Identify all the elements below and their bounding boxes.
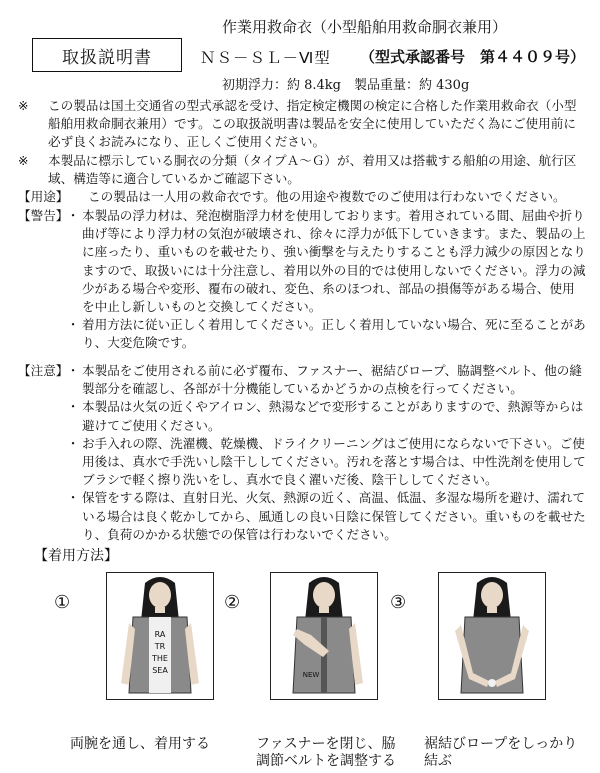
warning-item: 本製品の浮力材は、発泡樹脂浮力材を使用しております。着用されている間、屈曲や折り曲げ等により浮力材の気泡が破壊され、徐々に浮力が低下していきます。また、製品の上に座ったり、重いものを載せたり、強い衝撃を与えたりすることも浮力減少の原因となりますので、取扱いには十分注意し、着用以外の目的では使用しないでください。浮力の減少がある場合や変形、覆布の破れ、変色、糸のほつれ、部品の損傷等がある場合、使用を中止し新しいものと交換してください。 xyxy=(82,208,586,315)
warning-item: 着用方法に従い正しく着用してください。正しく着用していない場合、死に至ることがあり、大変危険です。 xyxy=(82,317,586,351)
person-vest-illustration xyxy=(271,573,377,699)
model-name: ＮＳ－ＳＬ－Ⅵ型 xyxy=(200,49,331,67)
vest-print-text: RA xyxy=(154,630,166,639)
note-text: この製品は国土交通省の型式承認を受け、指定検定機関の検定に合格した作業用救命衣（小型船舶用救命胴衣兼用）です。この取扱説明書は製品を安全に使用していただく為にご使用前に必ず良くお読みになり、正しくご使用ください。 xyxy=(48,98,577,150)
approval-number: （型式承認番号 第４４０９号） xyxy=(360,48,586,66)
note-item xyxy=(18,152,586,188)
person-vest-illustration xyxy=(107,573,213,699)
step-number: ② xyxy=(224,592,241,613)
step-3-photo xyxy=(438,572,546,700)
document-label: 取扱説明書 xyxy=(32,38,182,72)
step-number: ③ xyxy=(390,592,407,613)
caution-label: 【注意】 xyxy=(18,363,69,378)
caution-item: お手入れの際、洗濯機、乾燥機、ドライクリーニングはご使用にならないで下さい。ご使用後は、真水で手洗いし陰干ししてください。汚れを落とす場合は、中性洗剤を使用してブラシで軽く擦り洗いをし、真水で良く濯いだ後、陰干ししてください。 xyxy=(82,435,586,488)
vest-print-text: TR xyxy=(154,642,166,651)
bullet: ・ xyxy=(66,399,80,415)
caution-item: 保管をする際は、直射日光、火気、熱源の近く、高温、低温、多湿な場所を避け、濡れている場合は良く乾かしてから、風通しの良い日陰に保管してください。重いものを載せたり、負荷のかかる状態での保管は行わないでください。 xyxy=(82,490,586,542)
specs-line: 初期浮力：約 8.4kg 製品重量：約 430g xyxy=(222,78,470,93)
step-number: ① xyxy=(54,592,71,613)
note-mark: ※ xyxy=(18,98,29,113)
warning-label: 【警告】 xyxy=(18,208,69,223)
bullet: ・ xyxy=(66,435,80,451)
caution-section xyxy=(18,362,586,544)
step-caption: 裾結びロープをしっかり結ぶ xyxy=(424,736,578,769)
step-caption: 両腕を通し、着用する xyxy=(70,736,210,752)
caution-item: 本製品をご使用される前に必ず覆布、ファスナー、裾結びロープ、脇調整ベルト、他の縫製部分を確認し、各部が十分機能しているかどうかの点検を行ってください。 xyxy=(82,363,582,397)
bullet: ・ xyxy=(66,363,80,378)
note-item xyxy=(18,97,586,152)
caution-item: 本製品は火気の近くやアイロン、熱湯などで変形することがありますので、熱源等からは避けてご使用ください。 xyxy=(82,399,584,433)
product-line-title: 作業用救命衣（小型船舶用救命胴衣兼用） xyxy=(222,18,508,36)
step-caption: ファスナーを閉じ、脇調節ベルトを調整する xyxy=(256,736,396,769)
warning-section xyxy=(18,207,586,353)
vest-print-text: THE xyxy=(152,654,168,663)
usage-section xyxy=(18,188,586,206)
vest-print-text: SEA xyxy=(152,666,168,675)
note-text: 本製品に標示している胴衣の分類（タイプＡ～Ｇ）が、着用又は搭載する船舶の用途、航行区域、構造等に適合しているかご確認下さい。 xyxy=(48,152,577,186)
note-mark: ※ xyxy=(18,152,29,168)
person-vest-illustration xyxy=(439,573,545,699)
bullet: ・ xyxy=(66,490,80,506)
bullet: ・ xyxy=(66,208,80,223)
vest-print-text: NEW xyxy=(302,671,320,679)
bullet: ・ xyxy=(66,317,80,333)
step-1-photo xyxy=(106,572,214,700)
how-to-wear-title: 【着用方法】 xyxy=(34,548,118,564)
usage-text: この製品は一人用の救命衣です。他の用途や複数でのご使用は行わないでください。 xyxy=(88,189,566,204)
usage-label: 【用途】 xyxy=(18,189,69,204)
notes-block xyxy=(18,97,586,188)
step-2-photo xyxy=(270,572,378,700)
